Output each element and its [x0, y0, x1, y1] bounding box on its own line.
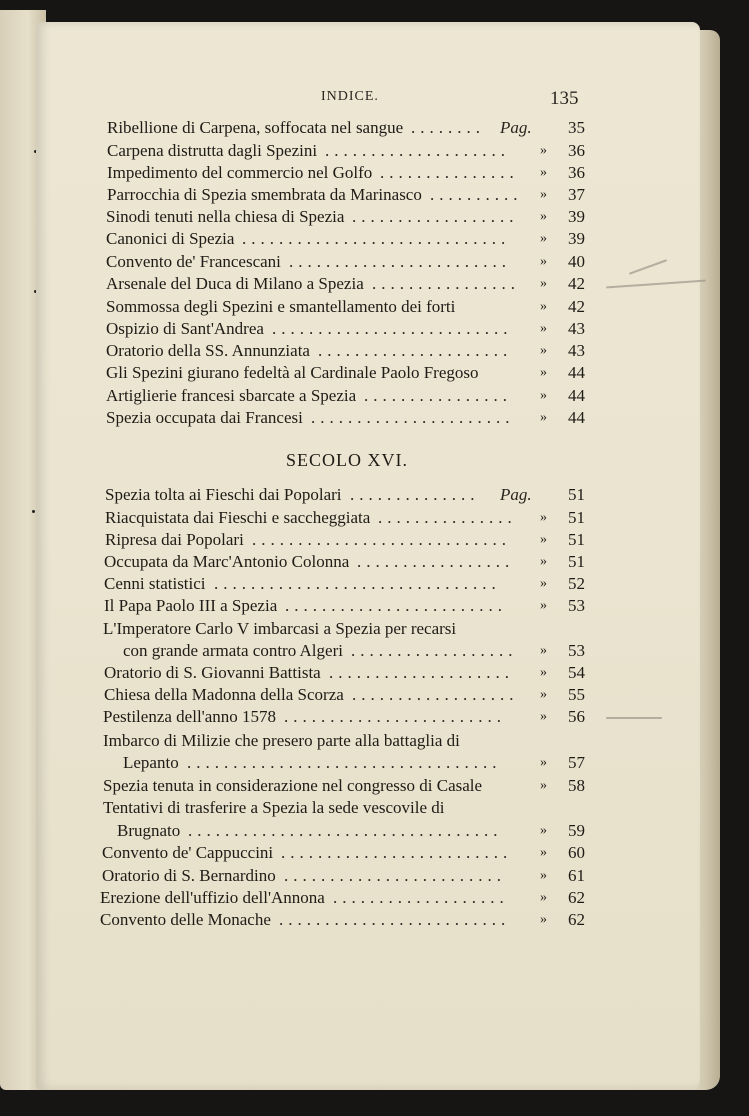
- dot-leader: ..................: [352, 207, 519, 226]
- entry-title: Cenni statistici: [104, 574, 206, 593]
- entry-page-number: 55: [568, 685, 585, 704]
- pencil-mark: [606, 717, 662, 719]
- entry-page-number: 51: [568, 508, 585, 527]
- entry-title: Artiglierie francesi sbarcate a Spezia: [106, 386, 357, 405]
- page-ref-marker: »: [540, 778, 547, 793]
- dot-leader: ..........................: [272, 319, 513, 338]
- dot-leader: .........................: [279, 910, 511, 929]
- entry-page-number: 56: [568, 707, 585, 726]
- entry-page-number: 42: [568, 297, 585, 316]
- entry-page-number: 58: [568, 776, 585, 795]
- dot-leader: .............................: [242, 229, 511, 248]
- entry-page-number: 60: [568, 843, 585, 862]
- dot-leader: ........................: [289, 252, 511, 271]
- section-heading: SECOLO XVI.: [286, 450, 408, 470]
- entry-title: Riacquistata dai Fieschi e saccheggiata: [105, 508, 371, 527]
- page-ref-marker: »: [540, 343, 547, 358]
- page-ref-marker: Pag.: [500, 118, 532, 137]
- dot-leader: ........: [411, 118, 485, 137]
- entry-title: Arsenale del Duca di Milano a Spezia: [106, 274, 364, 293]
- dot-leader: ..................: [351, 641, 518, 660]
- entry-page-number: 54: [568, 663, 585, 682]
- page-ref-marker: »: [540, 365, 547, 380]
- page-ref-marker: »: [540, 299, 547, 314]
- entry-page-number: 44: [568, 408, 585, 427]
- entry-page-number: 36: [568, 163, 585, 182]
- entry-page-number: 43: [568, 319, 585, 338]
- entry-title: Parrocchia di Spezia smembrata da Marinasco: [107, 185, 422, 204]
- page-ref-marker: »: [540, 845, 547, 860]
- entry-page-number: 53: [568, 596, 585, 615]
- dot-leader: ...............: [380, 163, 519, 182]
- page-ref-marker: »: [540, 165, 547, 180]
- entry-title: Impedimento del commercio nel Golfo: [107, 163, 373, 182]
- page-ref-marker: »: [540, 510, 547, 525]
- page-ref-marker: Pag.: [500, 485, 532, 504]
- entry-title: Convento de' Francescani: [106, 252, 281, 271]
- dot-leader: ...............: [378, 508, 517, 527]
- dot-leader: ..........: [430, 185, 523, 204]
- entry-page-number: 61: [568, 866, 585, 885]
- page-ref-marker: »: [540, 410, 547, 425]
- entry-page-number: 44: [568, 363, 585, 382]
- page-ref-marker: »: [540, 187, 547, 202]
- dot-leader: ..................: [352, 685, 519, 704]
- dot-leader: ........................: [284, 707, 506, 726]
- entry-title: Il Papa Paolo III a Spezia: [104, 596, 278, 615]
- entry-title: Tentativi di trasferire a Spezia la sede vescovile di: [103, 798, 445, 817]
- page-ref-marker: »: [540, 709, 547, 724]
- entry-page-number: 43: [568, 341, 585, 360]
- page-ref-marker: »: [540, 254, 547, 269]
- page-ref-marker: »: [540, 665, 547, 680]
- entry-title: Carpena distrutta dagli Spezini: [107, 141, 318, 160]
- dot-leader: ..................................: [188, 821, 503, 840]
- dot-leader: ................: [364, 386, 512, 405]
- ink-mark: [32, 510, 35, 513]
- page-ref-marker: »: [540, 231, 547, 246]
- dot-leader: ........................: [285, 596, 507, 615]
- page-ref-marker: »: [540, 576, 547, 591]
- entry-page-number: 52: [568, 574, 585, 593]
- entry-title: Gli Spezini giurano fedeltà al Cardinale Paolo Fregoso: [106, 363, 479, 382]
- entry-page-number: 44: [568, 386, 585, 405]
- entry-page-number: 57: [568, 753, 585, 772]
- page-ref-marker: »: [540, 143, 547, 158]
- page-ref-marker: »: [540, 598, 547, 613]
- entry-page-number: 40: [568, 252, 585, 271]
- entry-page-number: 42: [568, 274, 585, 293]
- page-ref-marker: »: [540, 868, 547, 883]
- page-ref-marker: »: [540, 388, 547, 403]
- entry-page-number: 35: [568, 118, 585, 137]
- dot-leader: ..................................: [187, 753, 502, 772]
- entry-title: Oratorio di S. Giovanni Battista: [104, 663, 321, 682]
- dot-leader: ............................: [252, 530, 511, 549]
- page-ref-marker: »: [540, 276, 547, 291]
- entry-title: Brugnato: [117, 821, 181, 840]
- entry-title: Convento de' Cappuccini: [102, 843, 274, 862]
- page-ref-marker: »: [540, 209, 547, 224]
- dot-leader: .........................: [281, 843, 513, 862]
- dot-leader: ...............................: [214, 574, 501, 593]
- page-ref-marker: »: [540, 755, 547, 770]
- entry-page-number: 53: [568, 641, 585, 660]
- dot-leader: .....................: [318, 341, 513, 360]
- entry-title: con grande armata contro Algeri: [123, 641, 343, 660]
- entry-title: Sinodi tenuti nella chiesa di Spezia: [106, 207, 345, 226]
- entry-title: Lepanto: [123, 753, 179, 772]
- entry-title: Imbarco di Milizie che presero parte alla battaglia di: [103, 731, 460, 750]
- entry-title: Canonici di Spezia: [106, 229, 235, 248]
- entry-page-number: 59: [568, 821, 585, 840]
- page-ref-marker: »: [540, 823, 547, 838]
- entry-title: L'Imperatore Carlo V imbarcasi a Spezia per recarsi: [103, 619, 457, 638]
- entry-page-number: 62: [568, 910, 585, 929]
- entry-page-number: 36: [568, 141, 585, 160]
- page-number: 135: [550, 88, 579, 109]
- entry-title: Spezia tenuta in considerazione nel congresso di Casale: [103, 776, 483, 795]
- entry-title: Chiesa della Madonna della Scorza: [104, 685, 344, 704]
- dot-leader: .................: [357, 552, 515, 571]
- entry-page-number: 39: [568, 229, 585, 248]
- dot-leader: ......................: [311, 408, 515, 427]
- entry-page-number: 62: [568, 888, 585, 907]
- entry-title: Ripresa dai Popolari: [105, 530, 244, 549]
- entry-page-number: 51: [568, 552, 585, 571]
- entry-title: Spezia tolta ai Fieschi dai Popolari: [105, 485, 342, 504]
- entry-title: Pestilenza dell'anno 1578: [103, 707, 277, 726]
- entry-page-number: 51: [568, 485, 585, 504]
- dot-leader: ................: [372, 274, 520, 293]
- entry-title: Erezione dell'uffizio dell'Annona: [100, 888, 325, 907]
- entry-title: Sommossa degli Spezini e smantellamento dei forti: [106, 297, 456, 316]
- page-ref-marker: »: [540, 912, 547, 927]
- page-ref-marker: »: [540, 643, 547, 658]
- running-head: INDICE.: [321, 89, 379, 104]
- page-ref-marker: »: [540, 554, 547, 569]
- page-ref-marker: »: [540, 890, 547, 905]
- dot-leader: ...................: [333, 888, 509, 907]
- entry-title: Oratorio della SS. Annunziata: [106, 341, 310, 360]
- dot-leader: ........................: [284, 866, 506, 885]
- entry-page-number: 37: [568, 185, 585, 204]
- entry-page-number: 39: [568, 207, 585, 226]
- dot-leader: ..............: [350, 485, 480, 504]
- entry-page-number: 51: [568, 530, 585, 549]
- dot-leader: ....................: [325, 141, 510, 160]
- entry-title: Ospizio di Sant'Andrea: [106, 319, 264, 338]
- page-ref-marker: »: [540, 532, 547, 547]
- entry-title: Convento delle Monache: [100, 910, 271, 929]
- entry-title: Occupata da Marc'Antonio Colonna: [104, 552, 350, 571]
- page-ref-marker: »: [540, 687, 547, 702]
- entry-title: Ribellione di Carpena, soffocata nel sangue: [107, 118, 404, 137]
- entry-title: Oratorio di S. Bernardino: [102, 866, 276, 885]
- page-ref-marker: »: [540, 321, 547, 336]
- entry-title: Spezia occupata dai Francesi: [106, 408, 303, 427]
- dot-leader: ....................: [329, 663, 514, 682]
